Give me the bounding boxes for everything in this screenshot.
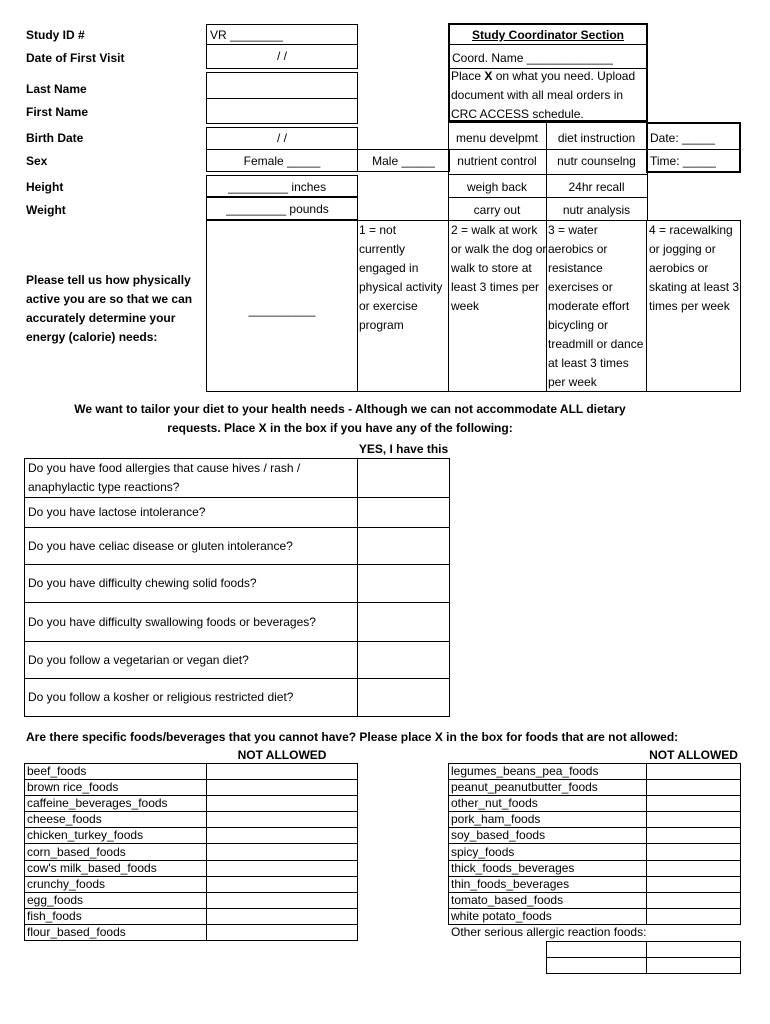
- birth-date-value: / /: [276, 131, 287, 145]
- food-item: peanut_peanutbutter_foods: [451, 780, 598, 794]
- food-item: pork_ham_foods: [451, 812, 541, 826]
- other-food-entry-2[interactable]: [546, 957, 647, 974]
- study-id-label: Study ID #: [26, 28, 85, 42]
- sex-male-option: Male _____: [372, 154, 435, 168]
- activity-prompt: Please tell us how physically active you are so that we can accurately determine your energy (calorie) needs:: [26, 273, 193, 344]
- birth-date-label: Birth Date: [26, 131, 84, 145]
- not-allowed-header-right: NOT ALLOWED: [649, 748, 738, 762]
- sex-female-option: Female _____: [243, 154, 321, 168]
- other-food-entry-1-check[interactable]: [646, 941, 741, 958]
- food-item: tomato_based_foods: [451, 893, 564, 907]
- food-item: fish_foods: [27, 909, 82, 923]
- question-food-allergies: Do you have food allergies that cause hives / rash / anaphylactic type reactions?: [24, 458, 358, 498]
- food-item: cheese_foods: [27, 812, 102, 826]
- coordinator-time[interactable]: Time: _____: [650, 154, 717, 168]
- coordinator-instruction: Place X on what you need. Upload document with all meal orders in CRC ACCESS schedule.: [451, 69, 636, 121]
- not-allowed-header-left: NOT ALLOWED: [237, 748, 327, 762]
- last-name-field[interactable]: [206, 72, 358, 99]
- answer-kosher[interactable]: [357, 678, 450, 717]
- question-celiac: Do you have celiac disease or gluten intolerance?: [24, 527, 358, 565]
- height-value: _________ inches: [228, 180, 327, 194]
- activity-level-2-text: 2 = walk at work or walk the dog or walk to store at least 3 times per week: [451, 223, 547, 313]
- option-diet-instruction[interactable]: diet instruction: [557, 131, 636, 145]
- question-lactose: Do you have lactose intolerance?: [24, 497, 358, 528]
- foods-prompt: Are there specific foods/beverages that you cannot have? Please place X in the box for foods that are not allowed:: [26, 730, 679, 744]
- question-chewing: Do you have difficulty chewing solid foods?: [24, 564, 358, 603]
- answer-food-allergies[interactable]: [357, 458, 450, 498]
- answer-chewing[interactable]: [357, 564, 450, 603]
- sex-label: Sex: [26, 154, 48, 168]
- option-menu-development[interactable]: menu develpmt: [455, 131, 539, 145]
- food-item: soy_based_foods: [451, 828, 546, 842]
- question-vegetarian: Do you follow a vegetarian or vegan diet?: [24, 641, 358, 679]
- food-item: cow's milk_based_foods: [27, 861, 157, 875]
- option-carry-out[interactable]: carry out: [473, 203, 521, 217]
- food-item: egg_foods: [27, 893, 84, 907]
- first-visit-label: Date of First Visit: [26, 51, 125, 65]
- option-nutrient-control[interactable]: nutrient control: [457, 154, 537, 168]
- tailor-line-1: We want to tailor your diet to your health needs - Although we can not accommodate ALL dietary: [74, 402, 626, 416]
- activity-answer-blank: __________: [248, 303, 316, 317]
- activity-level-4-text: 4 = racewalking or jogging or aerobics or skating at least 3 times per week: [649, 223, 740, 313]
- food-item: legumes_beans_pea_foods: [451, 764, 599, 778]
- activity-level-3-text: 3 = water aerobics or resistance exercises or moderate effort bicycling or treadmill or dance at least 3 times per week: [548, 223, 644, 389]
- food-item: thin_foods_beverages: [451, 877, 570, 891]
- food-item: chicken_turkey_foods: [27, 828, 144, 842]
- food-item: caffeine_beverages_foods: [27, 796, 168, 810]
- other-allergic-label: Other serious allergic reaction foods:: [451, 925, 647, 939]
- other-food-entry-1[interactable]: [546, 941, 647, 958]
- last-name-label: Last Name: [26, 82, 87, 96]
- yes-header: YES, I have this: [358, 442, 449, 456]
- first-name-field[interactable]: [206, 98, 358, 124]
- height-label: Height: [26, 180, 64, 194]
- food-item: corn_based_foods: [27, 845, 126, 859]
- question-kosher: Do you follow a kosher or religious restricted diet?: [24, 678, 358, 717]
- food-item: crunchy_foods: [27, 877, 106, 891]
- food-item: beef_foods: [27, 764, 87, 778]
- weight-value: _________ pounds: [226, 202, 329, 216]
- food-item: brown rice_foods: [27, 780, 119, 794]
- food-item: flour_based_foods: [27, 925, 126, 939]
- weight-label: Weight: [26, 203, 66, 217]
- tailor-line-2: requests. Place X in the box if you have any of the following:: [167, 421, 513, 435]
- other-food-entry-2-check[interactable]: [646, 957, 741, 974]
- study-id-value: VR ________: [210, 28, 284, 42]
- question-swallowing: Do you have difficulty swallowing foods or beverages?: [24, 602, 358, 642]
- coordinator-title: Study Coordinator Section: [471, 28, 624, 42]
- coordinator-date[interactable]: Date: _____: [650, 131, 716, 145]
- food-item: other_nut_foods: [451, 796, 538, 810]
- food-item: spicy_foods: [451, 845, 515, 859]
- first-name-label: First Name: [26, 105, 89, 119]
- option-24hr-recall[interactable]: 24hr recall: [568, 180, 625, 194]
- food-item: white potato_foods: [451, 909, 552, 923]
- first-visit-date: / /: [276, 49, 287, 63]
- coord-name-field[interactable]: Coord. Name _____________: [452, 51, 614, 65]
- food-item: thick_foods_beverages: [451, 861, 575, 875]
- answer-swallowing[interactable]: [357, 602, 450, 642]
- option-weigh-back[interactable]: weigh back: [466, 180, 528, 194]
- answer-vegetarian[interactable]: [357, 641, 450, 679]
- activity-level-1-text: 1 = not currently engaged in physical activity or exercise program: [359, 223, 443, 332]
- option-nutr-counseling[interactable]: nutr counselng: [557, 154, 636, 168]
- option-nutr-analysis[interactable]: nutr analysis: [562, 203, 631, 217]
- answer-celiac[interactable]: [357, 527, 450, 565]
- answer-lactose[interactable]: [357, 497, 450, 528]
